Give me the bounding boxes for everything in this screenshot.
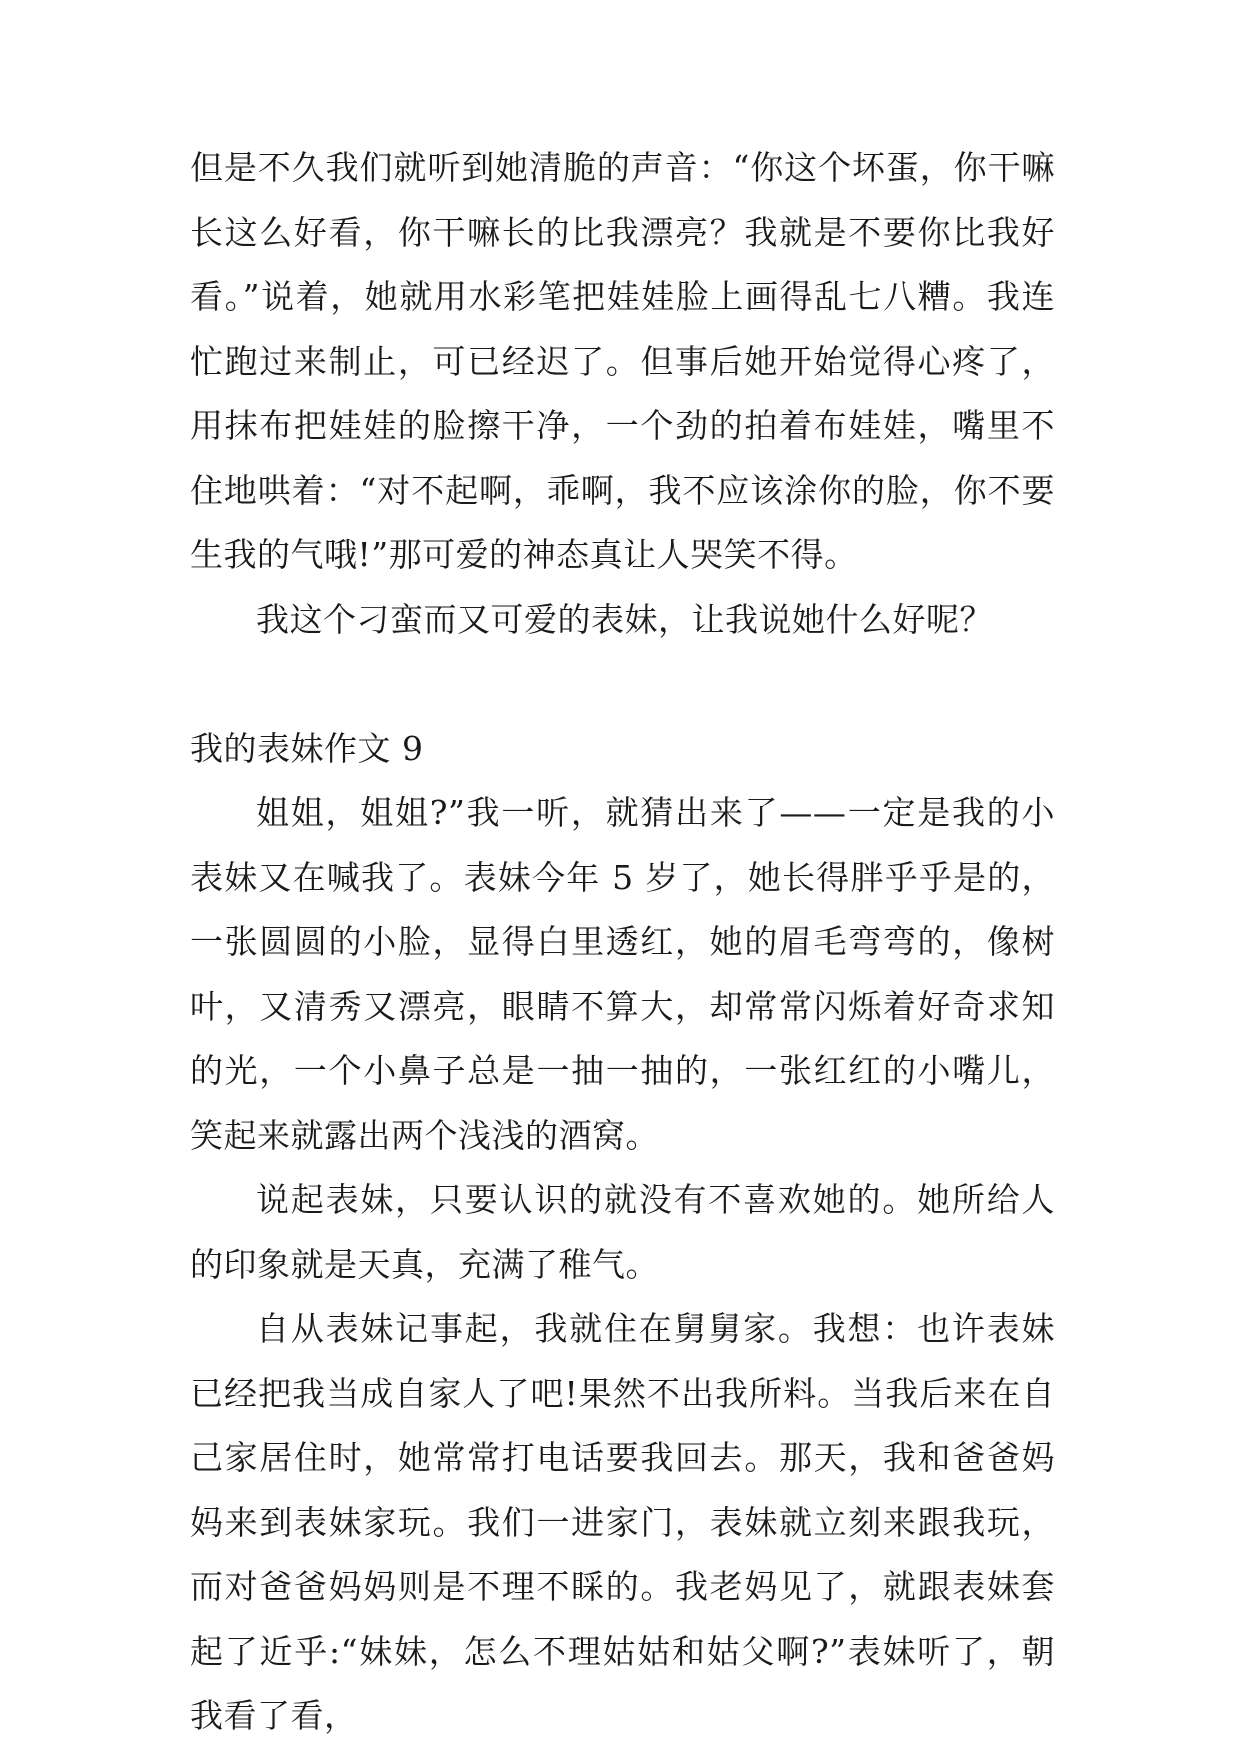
section-title: 我的表妹作文 9: [190, 728, 424, 768]
document-body: [190, 136, 1055, 1749]
paragraph: 但是不久我们就听到她清脆的声音：“你这个坏蛋，你干嘛长这么好看，你干嘛长的比我漂亮？我就是不要你比我好看。”说着，她就用水彩笔把娃娃脸上画得乱七八糟。我连忙跑过来制止，可已经迟了。但事后她开始觉得心疼了，用抹布把娃娃的脸擦干净，一个劲的拍着布娃娃，嘴里不住地哄着：“对不起啊，乖啊，我不应该涂你的脸，你不要生我的气哦!”那可爱的神态真让人哭笑不得。: [190, 148, 1055, 574]
paragraph: 我这个刁蛮而又可爱的表妹，让我说她什么好呢？: [256, 599, 993, 639]
paragraph: 说起表妹，只要认识的就没有不喜欢她的。她所给人的印象就是天真，充满了稚气。: [190, 1180, 1055, 1284]
section-gap: [190, 652, 1055, 717]
paragraph: 姐姐，姐姐?”我一听，就猜出来了——一定是我的小表妹又在喊我了。表妹今年 5 岁了，她长得胖乎乎是的，一张圆圆的小脸，显得白里透红，她的眉毛弯弯的，像树叶，又清秀又漂亮，眼睛不算大，却常常闪烁着好奇求知的光，一个小鼻子总是一抽一抽的，一张红红的小嘴儿，笑起来就露出两个浅浅的酒窝。: [190, 793, 1055, 1155]
paragraph: 自从表妹记事起，我就住在舅舅家。我想：也许表妹已经把我当成自家人了吧!果然不出我所料。当我后来在自己家居住时，她常常打电话要我回去。那天，我和爸爸妈妈来到表妹家玩。我们一进家门，表妹就立刻来跟我玩，而对爸爸妈妈则是不理不睬的。我老妈见了，就跟表妹套起了近乎:“妹妹，怎么不理姑姑和姑父啊?”表妹听了，朝我看了看，: [190, 1309, 1055, 1735]
